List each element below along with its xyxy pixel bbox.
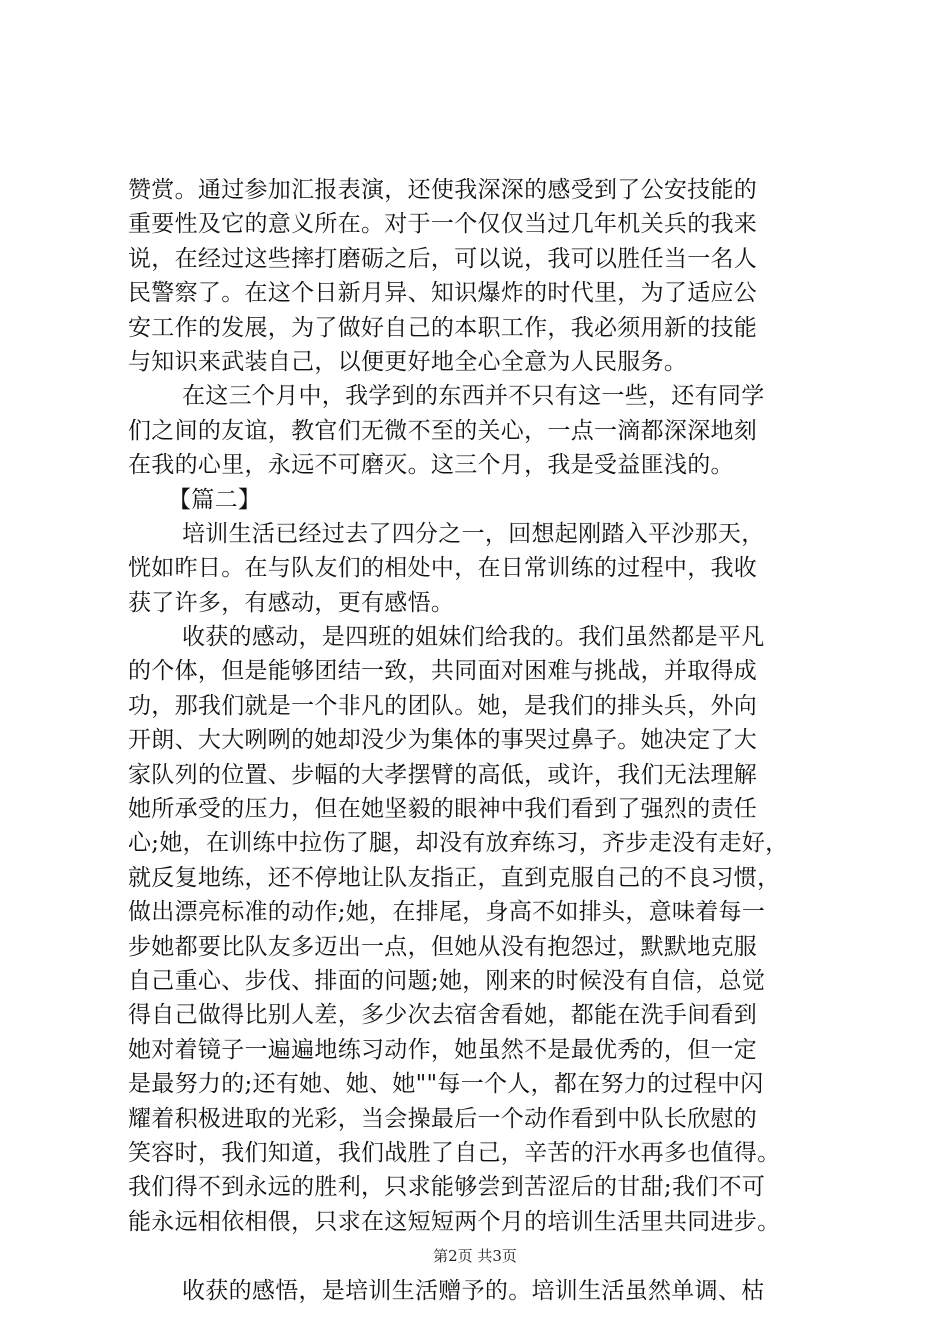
text-line: 安工作的发展，为了做好自己的本职工作，我必须用新的技能 [128, 314, 758, 341]
text-line: 赞赏。通过参加汇报表演，还使我深深的感受到了公安技能的 [128, 177, 758, 203]
paragraph-start-line: 收获的感悟，是培训生活赠予的。培训生活虽然单调、枯 [182, 1277, 765, 1304]
text-line: 们之间的友谊，教官们无微不至的关心，一点一滴都深深地刻 [128, 417, 758, 444]
text-line: 获了许多，有感动，更有感悟。 [128, 589, 455, 616]
text-line: 功，那我们就是一个非凡的团队。她，是我们的排头兵，外向 [128, 692, 758, 719]
text-line: 笑容时，我们知道，我们战胜了自己，辛苦的汗水再多也值得。 [128, 1139, 781, 1166]
paragraph-start-line: 收获的感动，是四班的姐妹们给我的。我们虽然都是平凡 [182, 624, 765, 651]
text-line: 我们得不到永远的胜利，只求能够尝到苦涩后的甘甜;我们不可 [128, 1174, 766, 1201]
text-line: 的个体，但是能够团结一致，共同面对困难与挑战，并取得成 [128, 658, 758, 685]
text-line: 是最努力的;还有她、她、她""每一个人，都在努力的过程中闪 [128, 1071, 764, 1098]
page-number-footer: 第2页 共3页 [433, 1247, 517, 1265]
text-line: 恍如昨日。在与队友们的相处中，在日常训练的过程中，我收 [128, 555, 758, 582]
text-line: 重要性及它的意义所在。对于一个仅仅当过几年机关兵的我来 [128, 211, 758, 238]
text-line: 她对着镜子一遍遍地练习动作，她虽然不是最优秀的，但一定 [128, 1036, 758, 1063]
text-line: 与知识来武装自己，以便更好地全心全意为人民服务。 [128, 348, 688, 375]
document-body [128, 173, 828, 1308]
text-line: 得自己做得比别人差，多少次去宿舍看她，都能在洗手间看到 [128, 1002, 758, 1029]
paragraph-start-line: 培训生活已经过去了四分之一，回想起刚踏入平沙那天， [182, 520, 765, 547]
section-heading: 【篇二】 [168, 486, 262, 513]
text-line: 民警察了。在这个日新月异、知识爆炸的时代里，为了适应公 [128, 280, 758, 307]
text-line: 耀着积极进取的光彩，当会操最后一个动作看到中队长欣慰的 [128, 1105, 758, 1132]
text-line: 做出漂亮标准的动作;她，在排尾，身高不如排头，意味着每一 [128, 899, 766, 926]
text-line: 能永远相依相偎，只求在这短短两个月的培训生活里共同进步。 [128, 1208, 781, 1235]
text-line: 她所承受的压力，但在她坚毅的眼神中我们看到了强烈的责任 [128, 796, 758, 823]
text-line: 心;她，在训练中拉伤了腿，却没有放弃练习，齐步走没有走好， [128, 830, 789, 857]
text-line: 开朗、大大咧咧的她却没少为集体的事哭过鼻子。她决定了大 [128, 727, 758, 754]
text-line: 说，在经过这些摔打磨砺之后，可以说，我可以胜任当一名人 [128, 245, 758, 272]
text-line: 在我的心里，永远不可磨灭。这三个月，我是受益匪浅的。 [128, 452, 734, 479]
text-line: 步她都要比队友多迈出一点，但她从没有抱怨过，默默地克服 [128, 933, 758, 960]
text-line: 自己重心、步伐、排面的问题;她，刚来的时候没有自信，总觉 [128, 967, 766, 994]
text-line: 就反复地练，还不停地让队友指正，直到克服自己的不良习惯， [128, 864, 781, 891]
paragraph-start-line: 在这三个月中，我学到的东西并不只有这一些，还有同学 [182, 383, 765, 410]
text-line: 家队列的位置、步幅的大孝摆臂的高低，或许，我们无法理解 [128, 761, 758, 788]
